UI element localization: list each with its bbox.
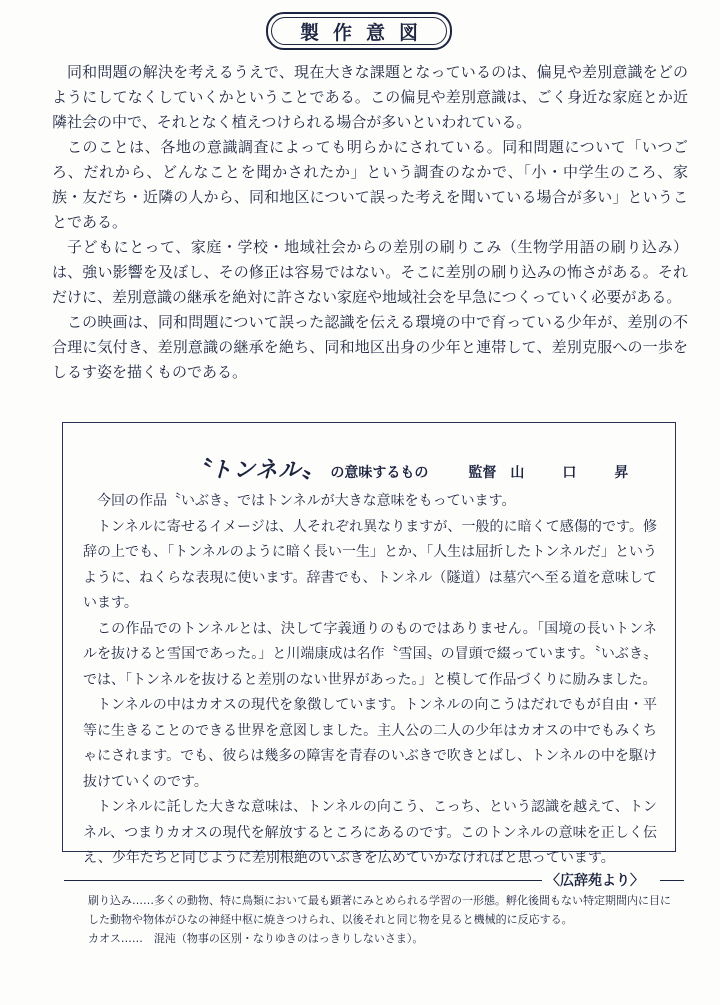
intro-section <box>52 60 688 385</box>
source-divider <box>64 873 684 889</box>
glossary-note: 刷り込み……多くの動物、特に鳥類において最も顕著にみとめられる学習の一形態。孵化後間もない特定期間内に目にした動物や物体がひなの神経中枢に焼きつけられ、以後それと同じ物を見ると機械的に反応する。 <box>88 894 671 926</box>
glossary-notes <box>88 891 678 948</box>
page-title: 製作意図 <box>299 21 432 44</box>
essay-paragraph: トンネルに託した大きな意味は、トンネルの向こう、こっち、という認識を越えて、トンネル、つまりカオスの現代を解放するところにあるのです。このトンネルの意味を正しく伝え、少年たちと同じように差別根絶のいぶきを広めていかなければと思っています。 <box>83 799 657 866</box>
essay-title: 〝トンネル〟 <box>187 458 325 483</box>
intro-paragraph: このことは、各地の意識調査によっても明らかにされている。同和問題について「いつごろ、だれから、どんなことを聞かされたか」という調査のなかで、「小・中学生のころ、家族・友だち・近隣の人から、同和地区について誤った考えを聞いている場合が多い」ということである。 <box>52 138 688 231</box>
intro-paragraph: 同和問題の解決を考えるうえで、現在大きな課題となっているのは、偏見や差別意識をどのようにしてなくしていくかということである。この偏見や差別意識は、ごく身近な家庭とか近隣社会の中で、それとなく植えつけられる場合が多いといわれている。 <box>52 63 688 131</box>
essay-paragraph: トンネルに寄せるイメージは、人それぞれ異なりますが、一般的に暗くて感傷的です。修辞の上でも、「トンネルのように暗く長い一生」とか、「人生は屈折したトンネルだ」というように、ねくらな表現に使います。辞書でも、トンネル（隧道）は墓穴へ至る道を意味しています。 <box>83 518 657 611</box>
director-essay-box <box>62 422 676 866</box>
essay-paragraph: 今回の作品〝いぶき〟ではトンネルが大きな意味をもっています。 <box>97 493 516 509</box>
title-badge <box>266 12 452 50</box>
essay-title-suffix: の意味するもの <box>330 465 429 481</box>
director-role: 監督 <box>468 465 497 481</box>
essay-body <box>83 489 657 872</box>
divider-rule <box>64 880 542 881</box>
director-name: 山口昇 <box>510 465 667 481</box>
intro-paragraph: この映画は、同和問題について誤った認識を伝える環境の中で育っている少年が、差別の不合理に気付き、差別意識の継承を絶ち、同和地区出身の少年と連帯して、差別克服への一歩をしるす姿を描くものである。 <box>52 313 688 381</box>
intro-paragraph: 子どもにとって、家庭・学校・地域社会からの差別の刷りこみ（生物学用語の刷り込み）は、強い影響を及ぼし、その修正は容易ではない。そこに差別の刷り込みの怖さがある。それだけに、差別意識の継承を絶対に許さない家庭や地域社会を早急につくっていく必要がある。 <box>52 238 688 306</box>
source-label: 〈広辞苑より〉 <box>546 873 644 889</box>
essay-paragraph: この作品でのトンネルとは、決して字義通りのものではありません。「国境の長いトンネルを抜けると雪国であった。」と川端康成は名作〝雪国〟の冒頭で綴っています。〝いぶき〟では、「トンネルを抜けると差別のない世界があった。」と模して作品づくりに励みました。 <box>83 620 657 688</box>
divider-rule <box>660 880 684 881</box>
essay-paragraph: トンネルの中はカオスの現代を象徴しています。トンネルの向こうはだれでもが自由・平等に生きることのできる世界を意図しました。主人公の二人の少年はカオスの中でもみくちゃにされます。でも、彼らは幾多の障害を青春のいぶきで吹きとばし、トンネルの中を駆け抜けていくのです。 <box>83 697 657 790</box>
essay-heading <box>187 453 667 484</box>
glossary-note: カオス…… 混沌（物事の区別・なりゆきのはっきりしないさま）。 <box>88 932 424 945</box>
